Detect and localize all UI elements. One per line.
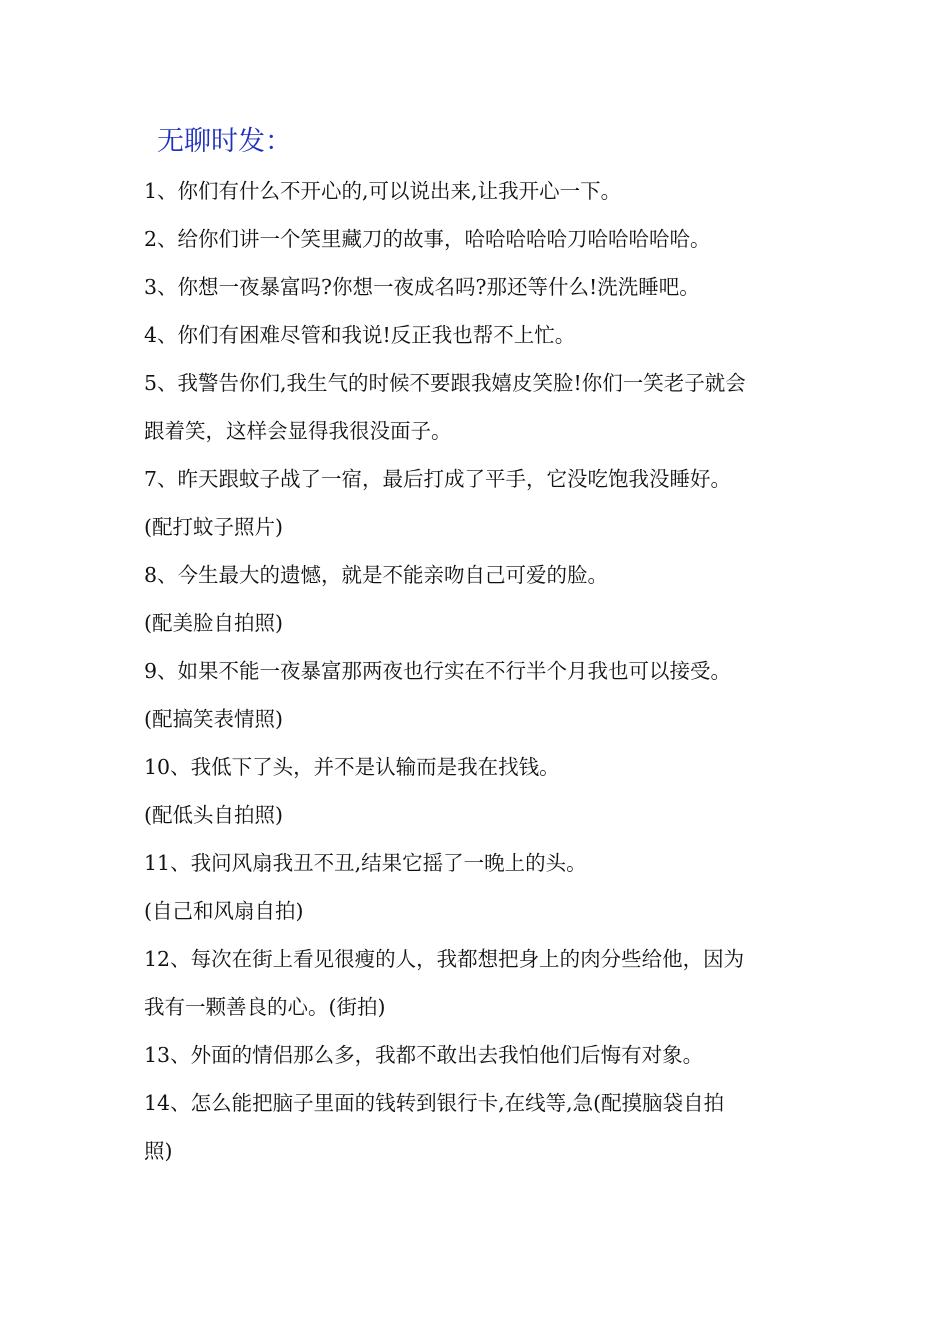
document-title: 无聊时发：: [157, 126, 292, 157]
text-line: 3、你想一夜暴富吗?你想一夜成名吗?那还等什么!洗洗睡吧。: [144, 275, 700, 299]
text-line: (配搞笑表情照): [144, 707, 283, 731]
text-line: (配打蚊子照片): [144, 515, 283, 539]
text-line: 8、今生最大的遗憾，就是不能亲吻自己可爱的脸。: [144, 563, 609, 587]
text-line: 11、我问风扇我丑不丑,结果它摇了一晚上的头。: [144, 851, 587, 875]
text-line: 我有一颗善良的心。(街拍): [144, 995, 386, 1019]
text-line: 2、给你们讲一个笑里藏刀的故事，哈哈哈哈哈刀哈哈哈哈哈。: [144, 227, 711, 251]
text-line: (自己和风扇自拍): [144, 899, 304, 923]
text-line: 跟着笑，这样会显得我很没面子。: [144, 419, 452, 443]
text-line: 1、你们有什么不开心的,可以说出来,让我开心一下。: [144, 179, 622, 203]
text-line: 12、每次在街上看见很瘦的人，我都想把身上的肉分些给他，因为: [144, 947, 745, 971]
text-line: 4、你们有困难尽管和我说!反正我也帮不上忙。: [144, 323, 576, 347]
text-line: 10、我低下了头，并不是认输而是我在找钱。: [144, 755, 560, 779]
text-line: (配低头自拍照): [144, 803, 283, 827]
text-line: 7、昨天跟蚊子战了一宿，最后打成了平手，它没吃饱我没睡好。: [144, 467, 732, 491]
text-line: 照): [144, 1139, 173, 1163]
text-line: 14、怎么能把脑子里面的钱转到银行卡,在线等,急(配摸脑袋自拍: [144, 1091, 725, 1115]
text-line: 5、我警告你们,我生气的时候不要跟我嬉皮笑脸!你们一笑老子就会: [144, 371, 746, 395]
text-line: 13、外面的情侣那么多，我都不敢出去我怕他们后悔有对象。: [144, 1043, 704, 1067]
text-line: (配美脸自拍照): [144, 611, 283, 635]
text-line: 9、如果不能一夜暴富那两夜也行实在不行半个月我也可以接受。: [144, 659, 732, 683]
